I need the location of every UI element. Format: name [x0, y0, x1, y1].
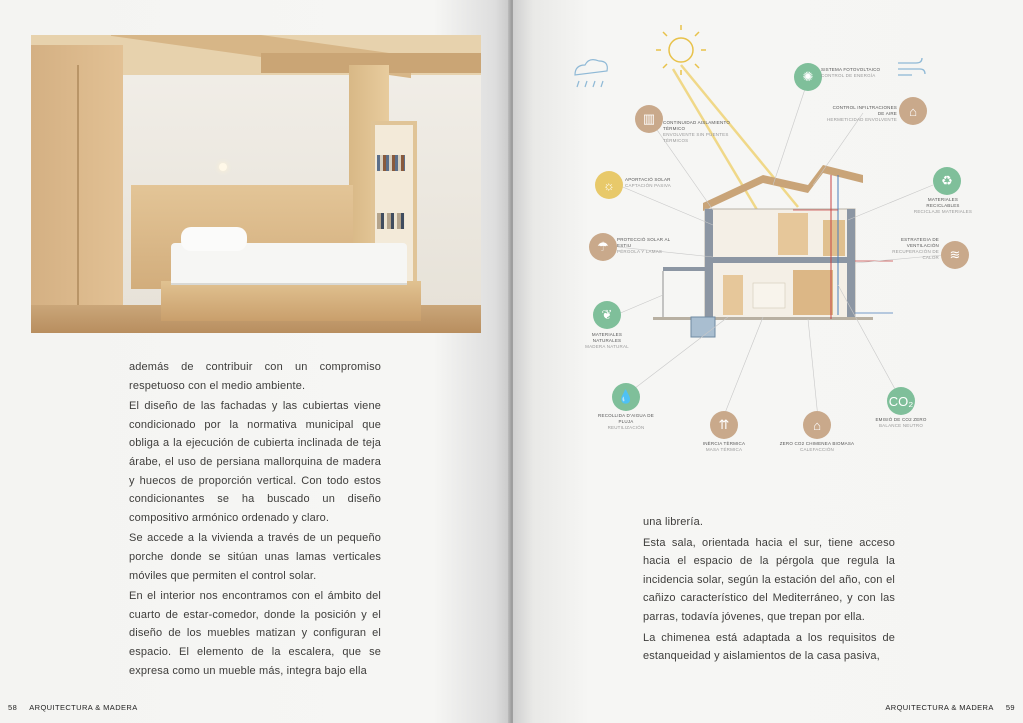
label-solar-gain: APORTACIÓ SOLAR CAPTACIÓN PASIVA	[625, 177, 671, 188]
label-natural-materials: MATERIALES NATURALES MADERA NATURAL	[585, 332, 629, 349]
sun-gain-icon: ☼	[595, 171, 623, 199]
bedroom-photo	[31, 35, 481, 333]
paragraph: Se accede a la vivienda a través de un pequeño porche donde se sitúan unas lamas verticales móviles que permiten el control solar.	[129, 532, 381, 582]
right-page	[513, 0, 1023, 723]
label-thermal-insulation: CONTINUIDAD AISLAMIENTO TÉRMICO ENVOLVENTE SIN PUENTES TÉRMICOS	[663, 120, 731, 143]
chimney-icon: ⌂	[803, 411, 831, 439]
right-footer	[885, 703, 1015, 712]
paragraph: Esta sala, orientada hacia el sur, tiene acceso hacia el espacio de la pérgola que regula la incidencia solar, según la estación del año, con el cañizo característico del Mediterráneo, y con las parras, todavía jóvenes, que trepan por ella.	[643, 536, 895, 623]
label-ventilation: ESTRATEGIA DE VENTILACIÓN RECUPERACIÓN DE CALOR	[892, 237, 939, 260]
solar-panel-icon: ✺	[794, 63, 822, 91]
page-number: 59	[1005, 703, 1015, 712]
paragraph: La chimenea está adaptada a los requisitos de estanqueidad y aislamientos de la casa pasiva,	[643, 631, 895, 663]
label-recyclable-materials: MATERIALES RECICLABLES RECICLAJE MATERIALES	[913, 197, 973, 214]
paragraph: una librería.	[643, 516, 704, 528]
paragraph: El diseño de las fachadas y las cubiertas viene condicionado por la normativa municipal que obliga a la ejecución de cubierta inclinada de teja árabe, el uso de persiana mallorquina de madera y huecos de proporción vertical. Con todo estos condicionantes se ha buscado un diseño compositivo armónico ordenado y claro.	[129, 400, 381, 524]
right-body-text	[643, 513, 895, 668]
house-section	[653, 165, 893, 337]
paragraph: además de contribuir con un compromiso respetuoso con el medio ambiente.	[129, 361, 381, 392]
page-number: 58	[8, 703, 18, 712]
label-summer-protection: PROTECCIÓ SOLAR AL ESTIU PÉRGOLA Y LAMAS	[617, 237, 671, 254]
co2-icon: CO₂	[887, 387, 915, 415]
label-biomass-chimney: ZERO CO2 CHIMENEA BIOMASA CALEFACCIÓN	[779, 441, 855, 452]
label-rainwater: RECOLLIDA D'AIGUA DE PLUJA REUTILIZACIÓN	[598, 413, 654, 430]
leaf-icon: ❦	[593, 301, 621, 329]
sun-icon	[656, 25, 706, 75]
magazine-name: ARQUITECTURA & MADERA	[885, 703, 994, 712]
left-body-text	[129, 358, 381, 682]
thermal-mass-icon: ⇈	[710, 411, 738, 439]
rain-cloud-icon	[575, 60, 607, 87]
label-air-infiltration: CONTROL INFILTRACIONES DE AIRE HERMETICIDAD ENVOLVENTE	[826, 105, 897, 122]
ventilation-icon: ≋	[941, 241, 969, 269]
magazine-name: ARQUITECTURA & MADERA	[29, 703, 138, 712]
sustainability-diagram	[563, 25, 973, 465]
label-thermal-inertia: INÈRCIA TÈRMICA MASA TÉRMICA	[702, 441, 746, 452]
water-drop-icon: 💧	[612, 383, 640, 411]
house-grid-icon: ⌂	[899, 97, 927, 125]
wind-icon	[898, 58, 925, 75]
label-photovoltaic: SISTEMA FOTOVOLTAICO CONTROL DE ENERGÍA	[821, 67, 881, 78]
left-footer	[8, 703, 138, 712]
paragraph: En el interior nos encontramos con el ámbito del cuarto de estar-comedor, donde la posición y el diseño de los muebles matizan y configuran el espacio. El elemento de la escalera, que se expresa como un mueble más, integra bajo ella	[129, 590, 381, 677]
shade-icon: ☂	[589, 233, 617, 261]
left-page	[0, 0, 510, 723]
wall-insulation-icon: ▥	[635, 105, 663, 133]
recycle-icon: ♻	[933, 167, 961, 195]
label-zero-co2: EMISIÓ DE CO2 ZERO BALANCE NEUTRO	[875, 417, 927, 428]
